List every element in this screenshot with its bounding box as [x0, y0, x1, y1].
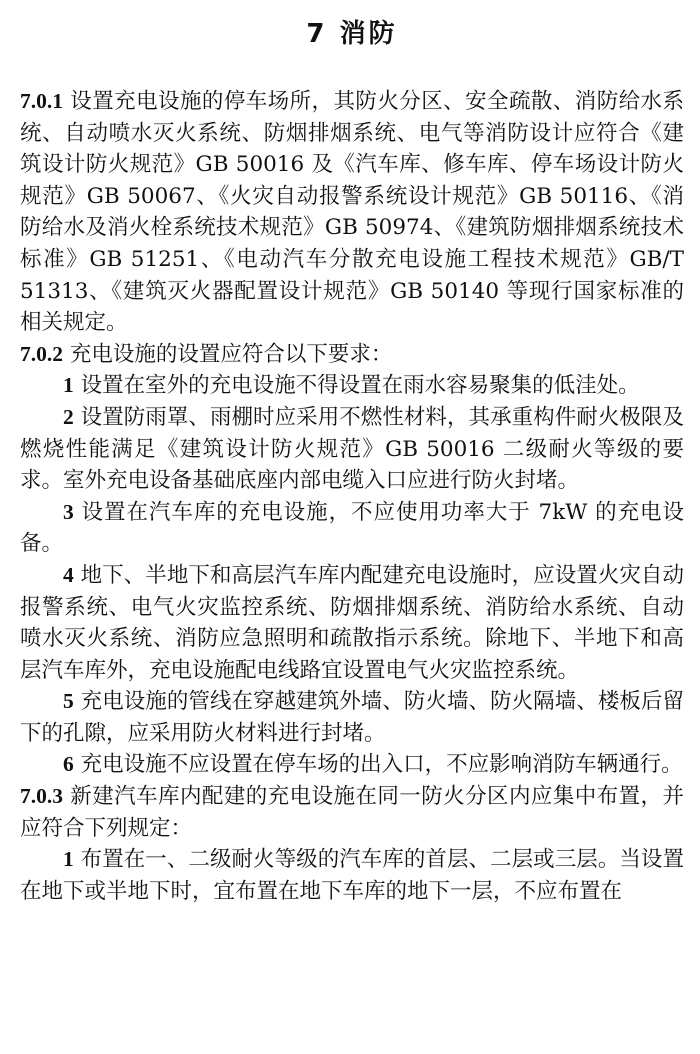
clause-7-0-2-item-6	[20, 749, 684, 781]
item-text: 布置在一、二级耐火等级的汽车库的首层、二层或三层。当设置在地下或半地下时，宜布置在地下车库的地下一层，不应布置在	[20, 847, 684, 904]
item-number: 3	[63, 499, 74, 524]
item-text: 地下、半地下和高层汽车库内配建充电设施时，应设置火灾自动报警系统、电气火灾监控系统、防烟排烟系统、消防给水系统、自动喷水灭火系统、消防应急照明和疏散指示系统。除地下、半地下和高层汽车库外，充电设施配电线路宜设置电气火灾监控系统。	[20, 562, 684, 683]
item-number: 1	[63, 373, 74, 398]
item-number: 1	[63, 847, 74, 872]
clause-number: 7.0.3	[20, 784, 63, 809]
clause-number: 7.0.2	[20, 341, 63, 366]
clause-7-0-2	[20, 339, 684, 371]
clause-text: 新建汽车库内配建的充电设施在同一防火分区内应集中布置，并应符合下列规定：	[20, 784, 684, 841]
item-number: 4	[63, 562, 74, 587]
item-number: 2	[63, 404, 74, 429]
item-number: 5	[63, 689, 74, 714]
item-text: 充电设施不应设置在停车场的出入口，不应影响消防车辆通行。	[80, 752, 683, 778]
clause-7-0-2-item-2	[20, 402, 684, 497]
document-content	[20, 86, 684, 907]
item-text: 设置防雨罩、雨棚时应采用不燃性材料，其承重构件耐火极限及燃烧性能满足《建筑设计防火规范》GB 50016 二级耐火等级的要求。室外充电设备基础底座内部电缆入口应进行防火封堵。	[20, 404, 684, 494]
clause-7-0-2-item-4	[20, 560, 684, 686]
clause-text: 充电设施的设置应符合以下要求：	[69, 341, 393, 367]
clause-7-0-2-item-1	[20, 370, 684, 402]
item-text: 设置在室外的充电设施不得设置在雨水容易聚集的低洼处。	[80, 373, 640, 399]
item-text: 设置在汽车库的充电设施，不应使用功率大于 7kW 的充电设备。	[20, 499, 684, 557]
clause-7-0-1	[20, 86, 684, 339]
clause-7-0-2-item-3	[20, 497, 684, 560]
clause-7-0-2-item-5	[20, 686, 684, 749]
item-number: 6	[63, 752, 74, 777]
clause-text: 设置充电设施的停车场所，其防火分区、安全疏散、消防给水系统、自动喷水灭火系统、防烟排烟系统、电气等消防设计应符合《建筑设计防火规范》GB 50016 及《汽车库、修车库、停车场设计防火规范》GB 50067、《火灾自动报警系统设计规范》GB 50116、《消防给水及消火栓系统技术规范》GB 50974、《建筑防烟排烟系统技术标准》GB 51251、《电动汽车分散充电设施工程技术规范》GB/T 51313、《建筑灭火器配置设计规范》GB 50140 等现行国家标准的相关规定。	[20, 89, 684, 336]
page-title: 7 消防	[306, 19, 398, 49]
clause-number: 7.0.1	[20, 89, 63, 113]
clause-7-0-3	[20, 781, 684, 844]
item-text: 充电设施的管线在穿越建筑外墙、防火墙、防火隔墙、楼板后留下的孔隙，应采用防火材料进行封堵。	[20, 689, 684, 746]
clause-7-0-3-item-1	[20, 844, 684, 907]
